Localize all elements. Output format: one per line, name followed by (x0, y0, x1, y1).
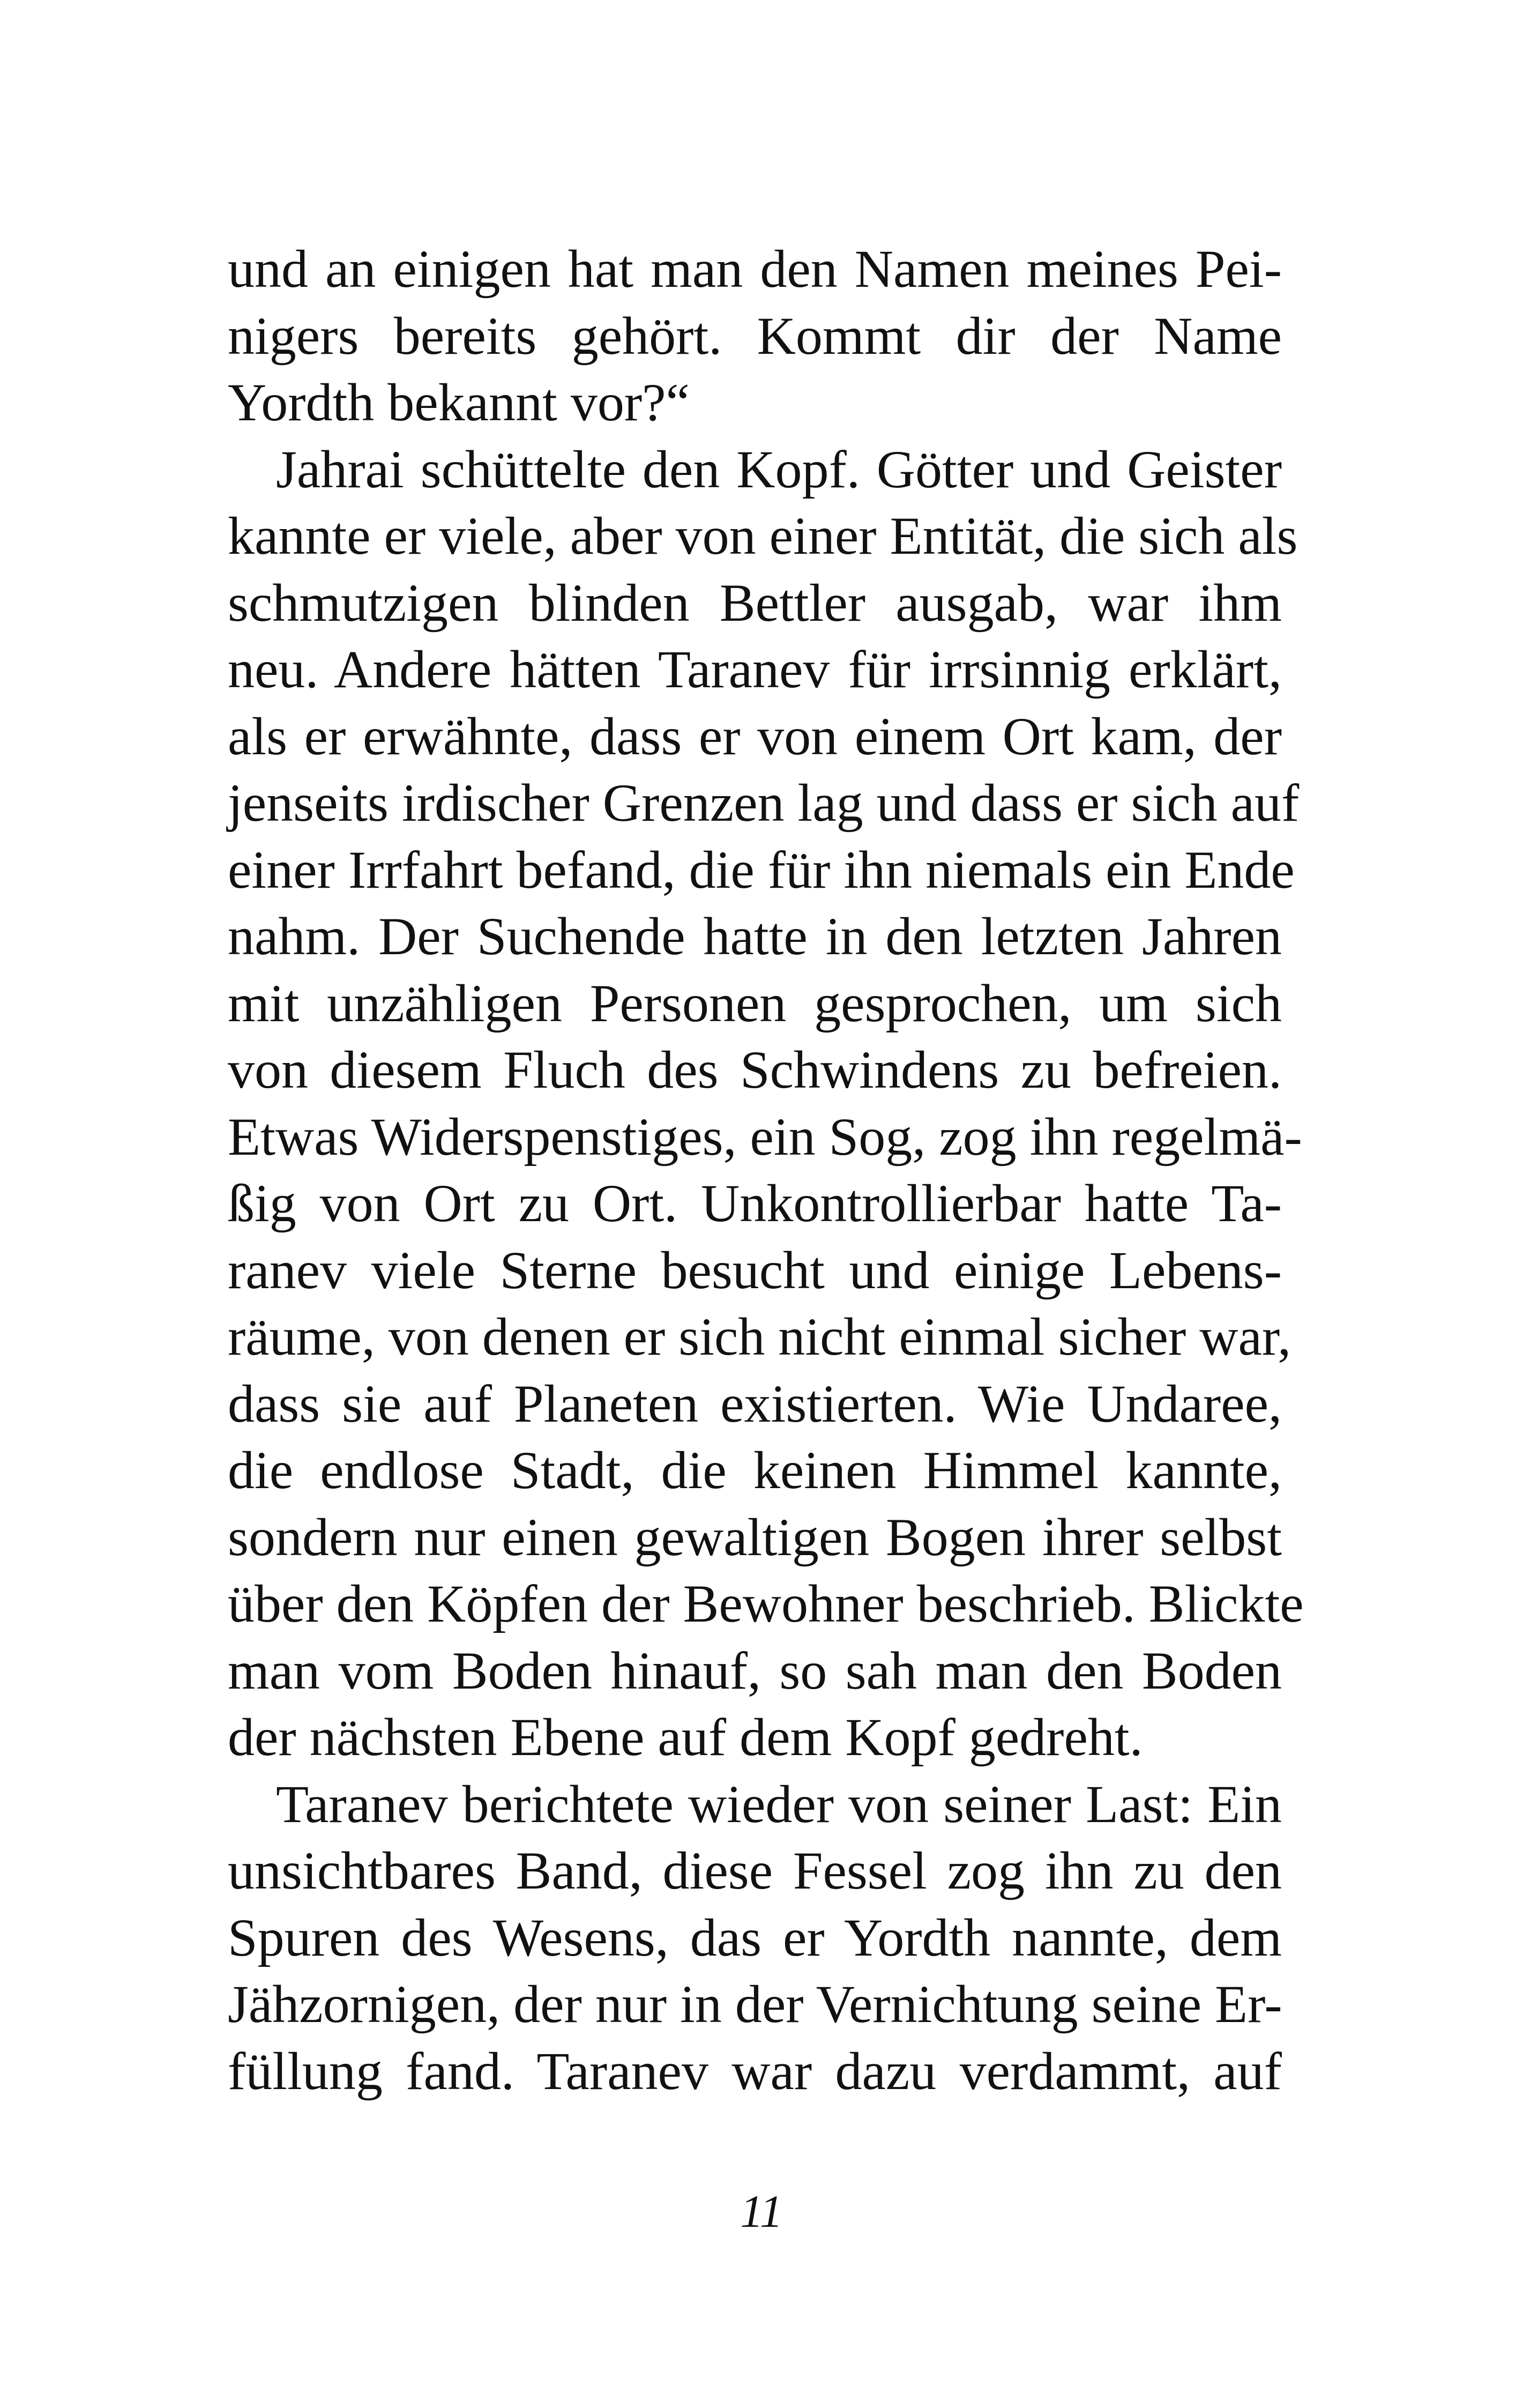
text-line: kannte er viele, aber von einer Entität, die sich als (228, 506, 1298, 566)
text-line: Yordth bekannt vor?“ (228, 373, 690, 432)
text-line: neu. Andere hätten Taranev für irrsinnig erklärt, (228, 640, 1282, 699)
text-line: die endlose Stadt, die keinen Himmel kannte, (228, 1440, 1282, 1500)
page-number: 11 (740, 2186, 783, 2237)
text-line: Spuren des Wesens, das er Yordth nannte, dem (228, 1907, 1282, 1967)
text-line: einer Irrfahrt befand, die für ihn niemals ein Ende (228, 839, 1295, 900)
text-line: der nächsten Ebene auf dem Kopf gedreht. (228, 1707, 1143, 1767)
text-line: schmutzigen blinden Bettler ausgab, war ihm (228, 573, 1282, 633)
text-line: über den Köpfen der Bewohner beschrieb. Blickte (228, 1574, 1304, 1633)
text-line: als er erwähnte, dass er von einem Ort kam, der (228, 706, 1282, 766)
text-line: räume, von denen er sich nicht einmal sicher war, (228, 1307, 1291, 1366)
text-line: Jahrai schüttelte den Kopf. Götter und Geister (276, 439, 1282, 499)
text-line: nahm. Der Suchende hatte in den letzten Jahren (228, 906, 1282, 966)
text-line: und an einigen hat man den Namen meines Pei- (228, 239, 1282, 299)
text-line: mit unzähligen Personen gesprochen, um sich (228, 973, 1282, 1033)
text-line: Taranev berichtete wieder von seiner Last: Ein (276, 1774, 1282, 1834)
text-line: man vom Boden hinauf, so sah man den Boden (228, 1640, 1282, 1700)
text-line: Jähzornigen, der nur in der Vernichtung seine Er- (228, 1974, 1282, 2034)
text-line: ßig von Ort zu Ort. Unkontrollierbar hatte Ta- (228, 1173, 1282, 1233)
text-line: füllung fand. Taranev war dazu verdammt, auf (228, 2041, 1282, 2101)
text-line: nigers bereits gehört. Kommt dir der Name (228, 306, 1282, 366)
body-text (228, 236, 1304, 2105)
text-line: von diesem Fluch des Schwindens zu befreien. (228, 1040, 1282, 1099)
text-line: dass sie auf Planeten existierten. Wie Undaree, (228, 1373, 1282, 1433)
text-line: jenseits irdischer Grenzen lag und dass er sich auf (228, 773, 1300, 833)
text-line: sondern nur einen gewaltigen Bogen ihrer selbst (228, 1507, 1282, 1567)
text-line: unsichtbares Band, diese Fessel zog ihn zu den (228, 1841, 1282, 1900)
text-line: ranev viele Sterne besucht und einige Lebens- (228, 1240, 1282, 1300)
text-line: Etwas Widerspenstiges, ein Sog, zog ihn regelmä- (228, 1106, 1302, 1166)
